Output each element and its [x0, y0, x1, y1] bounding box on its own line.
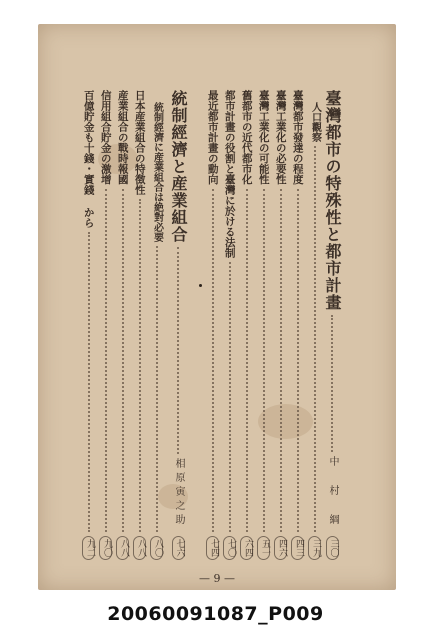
page-folio: — 9 —: [199, 572, 235, 585]
leader-dots: [177, 247, 179, 454]
leader-dots: [331, 315, 333, 452]
leader-dots: [156, 246, 158, 532]
page-number: 三〇: [326, 536, 339, 560]
toc-item: [257, 90, 270, 560]
leader-dots: [263, 189, 265, 533]
toc-item: [291, 90, 304, 560]
toc-section-2: [170, 90, 186, 560]
page-number: 八〇: [150, 536, 163, 560]
toc-section-1: [324, 90, 340, 560]
leader-dots: [88, 232, 90, 532]
page-number: 八八: [133, 536, 146, 560]
toc-item: [116, 90, 129, 560]
item-title: 日本産業組合の特徴性: [133, 90, 146, 195]
page-number: 七〇: [223, 536, 236, 560]
item-title: 臺灣工業化の可能性: [257, 90, 270, 185]
book-page: [38, 24, 396, 590]
page-number: 三九: [308, 536, 321, 560]
toc-item: [150, 90, 163, 560]
section-author: 相原寅之助: [173, 458, 184, 528]
item-title: 都市計畫の役割と臺灣に於ける法制: [223, 90, 236, 258]
item-title: 統制經濟に産業組合は絶對必要: [151, 102, 163, 242]
table-of-contents: [38, 90, 396, 560]
toc-item: [223, 90, 236, 560]
section-title: 統制經濟と産業組合: [169, 90, 188, 243]
archive-caption: 20060091087_P009: [107, 603, 324, 625]
toc-item: [206, 90, 219, 560]
page-number: 七六: [172, 536, 185, 560]
leader-dots: [212, 189, 214, 533]
leader-dots: [139, 199, 141, 532]
page-number: 四六: [274, 536, 287, 560]
leader-dots: [314, 146, 316, 532]
section-title: 臺灣都市の特殊性と都市計畫: [323, 90, 342, 311]
toc-item: [99, 90, 112, 560]
leader-dots: [122, 189, 124, 533]
item-title: 臺灣都市發達の程度: [291, 90, 304, 185]
page-number: 九二: [82, 536, 95, 560]
leader-dots: [105, 189, 107, 533]
page-number: 六四: [240, 536, 253, 560]
ink-mark: [199, 284, 202, 287]
toc-item: [82, 90, 95, 560]
page-number: 五一: [257, 536, 270, 560]
page-number: 八八: [116, 536, 129, 560]
leader-dots: [280, 189, 282, 533]
page-number: 九〇: [99, 536, 112, 560]
leader-dots: [297, 189, 299, 533]
item-title: 臺灣工業化の必要性: [274, 90, 287, 185]
item-title: 人口觀察: [309, 102, 321, 142]
item-title: 舊都市の近代都市化: [240, 90, 253, 185]
toc-item: [133, 90, 146, 560]
section-author: 中 村 綱: [327, 456, 338, 528]
page-number: 四三: [291, 536, 304, 560]
item-title: 信用組合貯金の激增: [99, 90, 112, 185]
toc-item: [240, 90, 253, 560]
toc-item: [274, 90, 287, 560]
item-title: 百億貯金も十錢・實錢 から: [82, 90, 95, 228]
leader-dots: [229, 262, 231, 532]
item-title: 最近都市計畫の動向: [206, 90, 219, 185]
item-title: 産業組合の戰時報國: [116, 90, 129, 185]
toc-item: [308, 90, 321, 560]
page-number: 七四: [206, 536, 219, 560]
leader-dots: [246, 189, 248, 533]
